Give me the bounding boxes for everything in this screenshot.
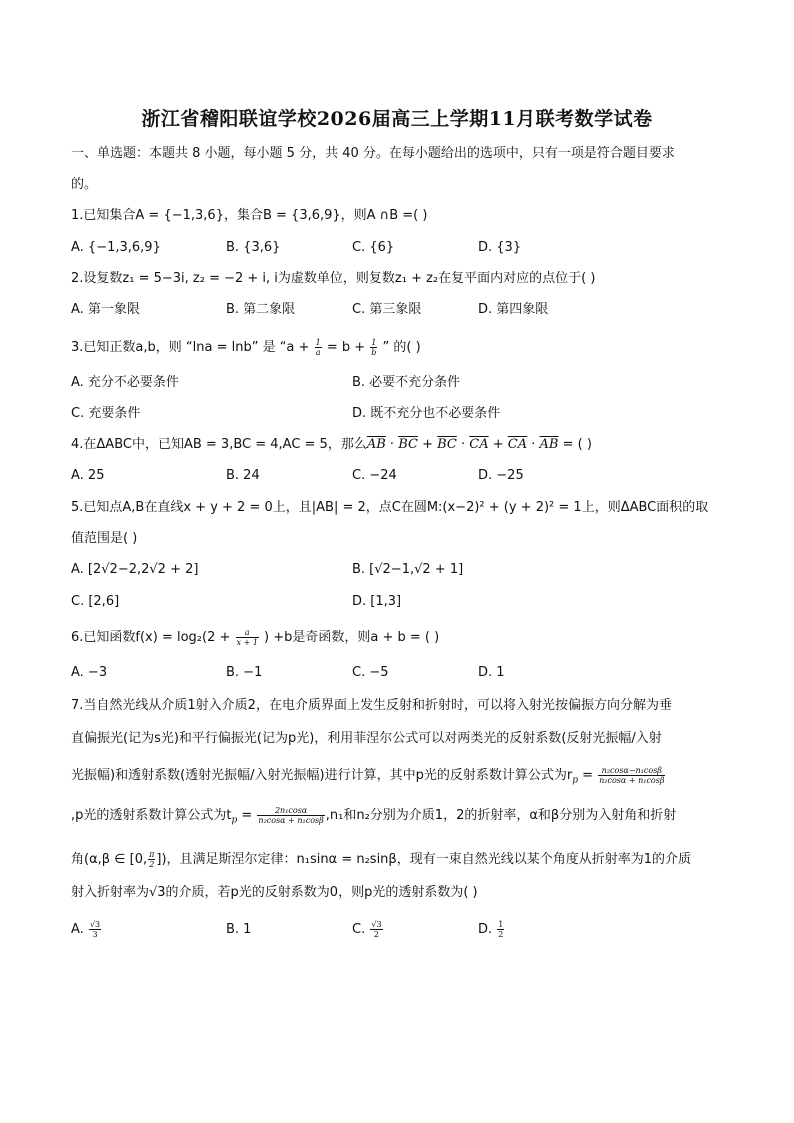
vector-ca: $\overline{CA}$: [507, 437, 528, 452]
page-title: 浙江省稽阳联谊学校2026届高三上学期11月联考数学试卷: [141, 108, 653, 130]
q3-stem: [71, 338, 421, 357]
q6-option-b[interactable]: B. −1: [226, 665, 263, 680]
q6-fraction: $\frac{a}{x + 1}$: [236, 628, 258, 647]
subscript-p: p: [572, 775, 578, 786]
angle-range-fraction: $\frac{\pi}{2}$: [149, 850, 155, 869]
q3-stem-c: ” 的( ): [382, 340, 421, 355]
q5-option-b[interactable]: B. [√2−1,√2 + 1]: [352, 562, 464, 577]
q7-option-c[interactable]: [352, 920, 384, 939]
rp-formula-fraction: $\frac{\text{n₂cosα−n₁cosβ}}{\text{n₂cosα + n₁cosβ}}$: [599, 766, 665, 785]
q2-option-a[interactable]: A. 第一象限: [71, 302, 140, 317]
dot-operator: ·: [527, 437, 540, 452]
q3-option-c[interactable]: C. 充要条件: [71, 406, 141, 421]
vector-bc: $\overline{BC}$: [437, 437, 457, 452]
q4-option-d[interactable]: D. −25: [478, 468, 524, 483]
q6-option-a[interactable]: A. −3: [71, 665, 108, 680]
q3-option-b[interactable]: B. 必要不充分条件: [352, 375, 461, 390]
q2-option-d[interactable]: D. 第四象限: [478, 302, 549, 317]
q7-option-d-fraction: $\frac{1}{2}$: [498, 920, 504, 939]
q3-option-d[interactable]: D. 既不充分也不必要条件: [352, 406, 501, 421]
q7-line-3-text: 光振幅)和透射系数(透射光振幅/入射光振幅)进行计算，其中p光的反射系数计算公式为r: [71, 768, 573, 783]
q5-option-a[interactable]: A. [2√2−2,2√2 + 2]: [71, 562, 199, 577]
q4-option-a[interactable]: A. 25: [71, 468, 105, 483]
vector-bc: $\overline{BC}$: [398, 437, 418, 452]
q7-option-c-fraction: $\frac{√3}{2}$: [371, 920, 382, 939]
q7-stem-line-3: [71, 766, 666, 789]
q6-option-d[interactable]: D. 1: [478, 665, 505, 680]
q1-option-d[interactable]: D. {3}: [478, 240, 522, 255]
plus-operator: +: [417, 437, 438, 452]
q3-fraction-1: $\frac{1}{a}$: [315, 338, 321, 357]
q7-option-d[interactable]: [478, 920, 505, 939]
q7-line-5-text: 角(α,β ∈ [0,: [71, 852, 148, 867]
q3-stem-b: = b +: [326, 340, 366, 355]
q3-option-a[interactable]: A. 充分不必要条件: [71, 375, 179, 390]
q2-stem: 2.设复数z₁ = 5−3i, z₂ = −2 + i, i为虚数单位，则复数z₁ + z₂在复平面内对应的点位于( ): [71, 271, 596, 286]
q5-stem: 5.已知点A,B在直线x + y + 2 = 0上，且|AB| = 2，点C在圆M:(x−2)² + (y + 2)² = 1上，则ΔABC面积的取: [71, 500, 709, 515]
q7-stem-line-1: 7.当自然光线从介质1射入介质2，在电介质界面上发生反射和折射时，可以将入射光按偏振方向分解为垂: [71, 698, 672, 713]
option-label: A.: [71, 922, 88, 937]
q4-stem: [71, 437, 592, 453]
plus-operator: +: [488, 437, 508, 452]
q3-fraction-2: $\frac{1}{b}$: [371, 338, 377, 357]
q7-option-a-fraction: $\frac{√3}{3}$: [89, 920, 101, 939]
q5-option-c[interactable]: C. [2,6]: [71, 594, 120, 609]
dot-operator: ·: [385, 437, 399, 452]
q4-option-c[interactable]: C. −24: [352, 468, 397, 483]
dot-operator: ·: [456, 437, 470, 452]
q7-line-4-rest: ,n₁和n₂分别为介质1，2的折射率，α和β分别为入射角和折射: [325, 808, 677, 823]
q1-stem: 1.已知集合A = {−1,3,6}，集合B = {3,6,9}，则A ∩B =( ): [71, 208, 428, 223]
q7-line-5-rest: ])，且满足斯涅尔定律：n₁sinα = n₂sinβ，现有一束自然光线以某个角度从折射率为1的介质: [156, 852, 691, 867]
q4-stem-a: 4.在ΔABC中，已知AB = 3,BC = 4,AC = 5，那么: [71, 437, 367, 452]
q7-line-4-text: ,p光的透射系数计算公式为t: [71, 808, 232, 823]
q7-option-a[interactable]: [71, 920, 102, 939]
tp-formula-fraction: $\frac{\text{2n₁cosα}}{\text{n₂cosα + n₁cosβ}}$: [258, 806, 324, 825]
q1-option-c[interactable]: C. {6}: [352, 240, 395, 255]
q6-stem: [71, 628, 439, 647]
q7-stem-line-5: [71, 850, 691, 869]
option-label: D.: [478, 922, 497, 937]
q4-stem-b: = ( ): [558, 437, 592, 452]
q7-option-b[interactable]: B. 1: [226, 922, 252, 937]
q6-stem-a: 6.已知函数f(x) = log₂(2 +: [71, 630, 231, 645]
q2-option-c[interactable]: C. 第三象限: [352, 302, 422, 317]
q7-stem-line-6: 射入折射率为√3的介质，若p光的反射系数为0，则p光的透射系数为( ): [71, 885, 478, 900]
vector-ca: $\overline{CA}$: [469, 437, 489, 452]
equals-sign: =: [237, 808, 257, 823]
q3-stem-a: 3.已知正数a,b，则 “lna = lnb” 是 “a +: [71, 340, 310, 355]
q5-stem-cont: 值范围是( ): [71, 531, 138, 546]
q6-stem-b: ) +b是奇函数，则a + b = ( ): [264, 630, 440, 645]
q6-option-c[interactable]: C. −5: [352, 665, 389, 680]
option-label: C.: [352, 922, 370, 937]
equals-sign: =: [577, 768, 598, 783]
q1-option-a[interactable]: A. {−1,3,6,9}: [71, 240, 161, 255]
vector-ab: $\overline{AB}$: [539, 437, 559, 452]
q1-option-b[interactable]: B. {3,6}: [226, 240, 281, 255]
q5-option-d[interactable]: D. [1,3]: [352, 594, 402, 609]
vector-ab: $\overline{AB}$: [366, 437, 386, 452]
section-instructions: 一、单选题：本题共 8 小题，每小题 5 分，共 40 分。在每小题给出的选项中，只有一项是符合题目要求: [71, 146, 675, 161]
q4-option-b[interactable]: B. 24: [226, 468, 260, 483]
q7-stem-line-2: 直偏振光(记为s光)和平行偏振光(记为p光)，利用菲涅尔公式可以对两类光的反射系数(反射光振幅/入射: [71, 731, 662, 746]
section-instructions-cont: 的。: [71, 177, 98, 192]
subscript-p: p: [231, 815, 238, 826]
q7-stem-line-4: [71, 806, 676, 829]
q2-option-b[interactable]: B. 第二象限: [226, 302, 296, 317]
